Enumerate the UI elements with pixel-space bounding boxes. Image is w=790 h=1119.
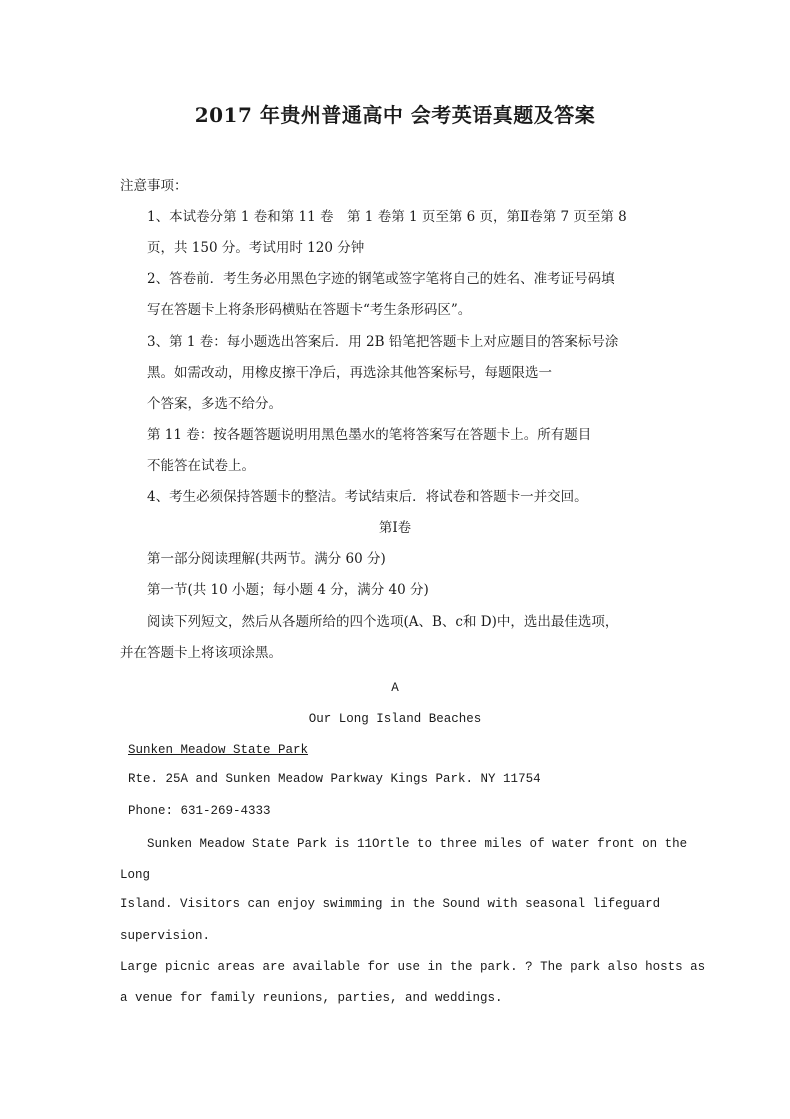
part-one-heading: 第一部分阅读理解(共两节。满分 60 分) — [147, 551, 386, 567]
instruction-text: 阅读下列短文，然后从各题所给的四个选项(A、B、c和 D)中，选出最佳选项， — [147, 614, 619, 630]
notice-heading: 注意事项： — [120, 178, 188, 194]
body-line: Island. Visitors can enjoy swimming in the Sound with seasonal lifeguard — [120, 897, 661, 911]
park-phone: Phone: 631-269-4333 — [128, 804, 271, 818]
instruction-text: 并在答题卡上将该项涂黑。 — [120, 645, 282, 661]
notice-line: 黑。如需改动，用橡皮擦干净后，再选涂其他答案标号，每题限选一 — [147, 365, 552, 381]
body-line: Long — [120, 868, 151, 882]
document-title: 2017 年贵州普通高中 会考英语真题及答案 — [194, 103, 596, 127]
body-line: a venue for family reunions, parties, and weddings. — [120, 991, 503, 1005]
park-name: Sunken Meadow State Park — [128, 743, 309, 757]
park-address: Rte. 25A and Sunken Meadow Parkway Kings Park. NY 11754 — [128, 772, 541, 786]
notice-line: 1、本试卷分第 1 卷和第 11 卷 第 1 卷第 1 页至第 6 页，第Ⅱ卷第 7 页至第 8 — [147, 209, 627, 225]
notice-line: 3、第 1 卷：每小题选出答案后．用 2B 铅笔把答题卡上对应题目的答案标号涂 — [147, 334, 619, 350]
notice-line: 个答案，多选不给分。 — [147, 396, 282, 412]
section-heading: 第Ⅰ卷 — [378, 520, 412, 536]
notice-line: 2、答卷前．考生务必用黑色字迹的钢笔或签字笔将自己的姓名、准考证号码填 — [147, 271, 615, 287]
body-line: Sunken Meadow State Park is 11Ortle to three miles of water front on the — [147, 837, 688, 851]
body-line: Large picnic areas are available for use in the park. ? The park also hosts as — [120, 960, 706, 974]
notice-line: 4、考生必须保持答题卡的整洁。考试结束后．将试卷和答题卡一并交回。 — [147, 489, 588, 505]
notice-line: 页，共 150 分。考试用时 120 分钟 — [147, 240, 365, 256]
notice-line: 不能答在试卷上。 — [147, 458, 255, 474]
notice-line: 写在答题卡上将条形码横贴在答题卡“考生条形码区”。 — [147, 302, 472, 318]
passage-letter: A — [391, 681, 399, 695]
passage-title: Our Long Island Beaches — [308, 712, 482, 726]
section-one-heading: 第一节(共 10 小题；每小题 4 分，满分 40 分) — [147, 582, 429, 598]
notice-line: 第 11 卷：按各题答题说明用黑色墨水的笔将答案写在答题卡上。所有题目 — [147, 427, 592, 443]
body-line: supervision. — [120, 929, 211, 943]
